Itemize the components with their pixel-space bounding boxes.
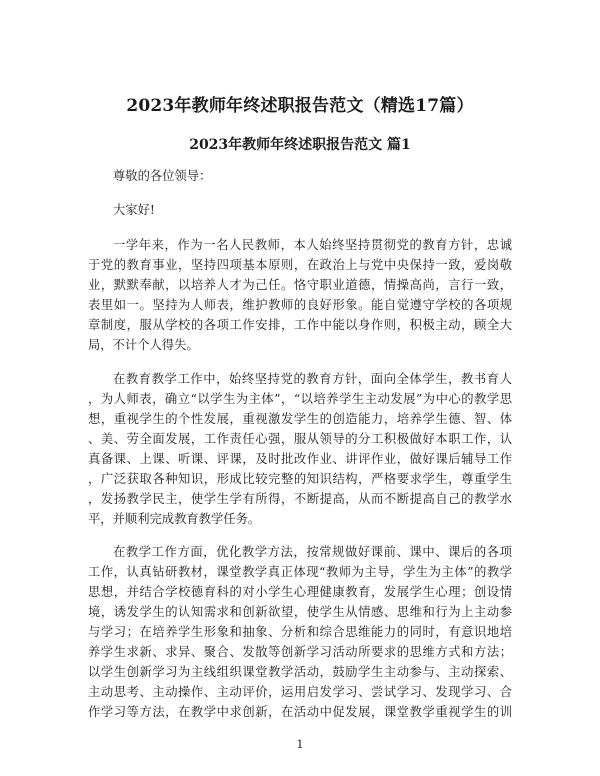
paragraph-3-line: 境，诱发学生的认知需求和创新欲望，使学生从情感、思维和行为上主动参 bbox=[88, 605, 512, 619]
paragraph-1-line: 局，不计个人得失。 bbox=[88, 338, 199, 352]
paragraph-1-line: 业，默默奉献，以培养人才为己任。恪守职业道德，情操高尚，言行一致， bbox=[88, 278, 512, 292]
paragraph-2-line: ，广泛获取各种知识，形成比较完整的知识结构，严格要求学生，尊重学生 bbox=[88, 472, 512, 486]
paragraph-3-line: 在教学工作方面，优化教学方法，按常规做好课前、课中、课后的各项 bbox=[113, 545, 512, 559]
paragraph-1-line: 一学年来，作为一名人民教师，本人始终坚持贯彻党的教育方针，忠诚 bbox=[113, 238, 512, 252]
paragraph-2-line: 在教育教学工作中，始终坚持党的教育方针，面向全体学生，教书育人 bbox=[113, 372, 512, 386]
paragraph-2-line: 真备课、上课、听课、评课，及时批改作业、讲评作业，做好课后辅导工作 bbox=[88, 452, 512, 466]
paragraph-3-line: 与学习；在培养学生形象和抽象、分析和综合思维能力的同时，有意识地培 bbox=[88, 625, 512, 639]
paragraph-3-line: 思想，并结合学校德育科的对小学生心理健康教育，发展学生心理；创设情 bbox=[88, 585, 512, 599]
paragraph-3-line: 工作，认真钻研教材，课堂教学真正体现“教师为主导，学生为主体”的教学 bbox=[88, 565, 512, 579]
paragraph-1-line: 于党的教育事业，坚持四项基本原则，在政治上与党中央保持一致，爱岗敬 bbox=[88, 258, 512, 272]
paragraph-1-line: 表里如一。坚持为人师表，维护教师的良好形象。能自觉遵守学校的各项规 bbox=[88, 298, 512, 312]
paragraph-3-line: 养学生求新、求异、聚合、发散等创新学习活动所要求的思维方式和方法； bbox=[88, 645, 512, 659]
paragraph-2-line: ，发扬教学民主，使学生学有所得，不断提高，从而不断提高自己的教学水 bbox=[88, 492, 512, 506]
greeting: 大家好! bbox=[113, 203, 155, 217]
paragraph-2-line: 平，并顺利完成教育教学任务。 bbox=[88, 512, 261, 526]
document-title: 2023年教师年终述职报告范文（精选17篇） bbox=[126, 96, 474, 116]
paragraph-1-line: 章制度，服从学校的各项工作安排，工作中能以身作则，积极主动，顾全大 bbox=[88, 318, 512, 332]
paragraph-3-line: 以学生创新学习为主线组织课堂教学活动，鼓励学生主动参与、主动探索、 bbox=[88, 665, 512, 679]
salutation: 尊敬的各位领导： bbox=[113, 169, 212, 183]
paragraph-2-line: 、美、劳全面发展，工作责任心强，服从领导的分工积极做好本职工作，认 bbox=[88, 432, 512, 446]
page-number: 1 bbox=[296, 738, 304, 751]
paragraph-2-line: 想，重视学生的个性发展，重视激发学生的创造能力，培养学生德、智、体 bbox=[88, 412, 512, 426]
paragraph-3-line: 主动思考、主动操作、主动评价，运用启发学习、尝试学习、发现学习、合 bbox=[88, 685, 512, 699]
paragraph-3-line: 作学习等方法，在教学中求创新，在活动中促发展，课堂教学重视学生的训 bbox=[88, 705, 512, 719]
paragraph-2-line: ，为人师表，确立“以学生为主体”，“以培养学生主动发展”为中心的教学思 bbox=[88, 392, 512, 406]
section-title: 2023年教师年终述职报告范文 篇1 bbox=[189, 137, 411, 153]
